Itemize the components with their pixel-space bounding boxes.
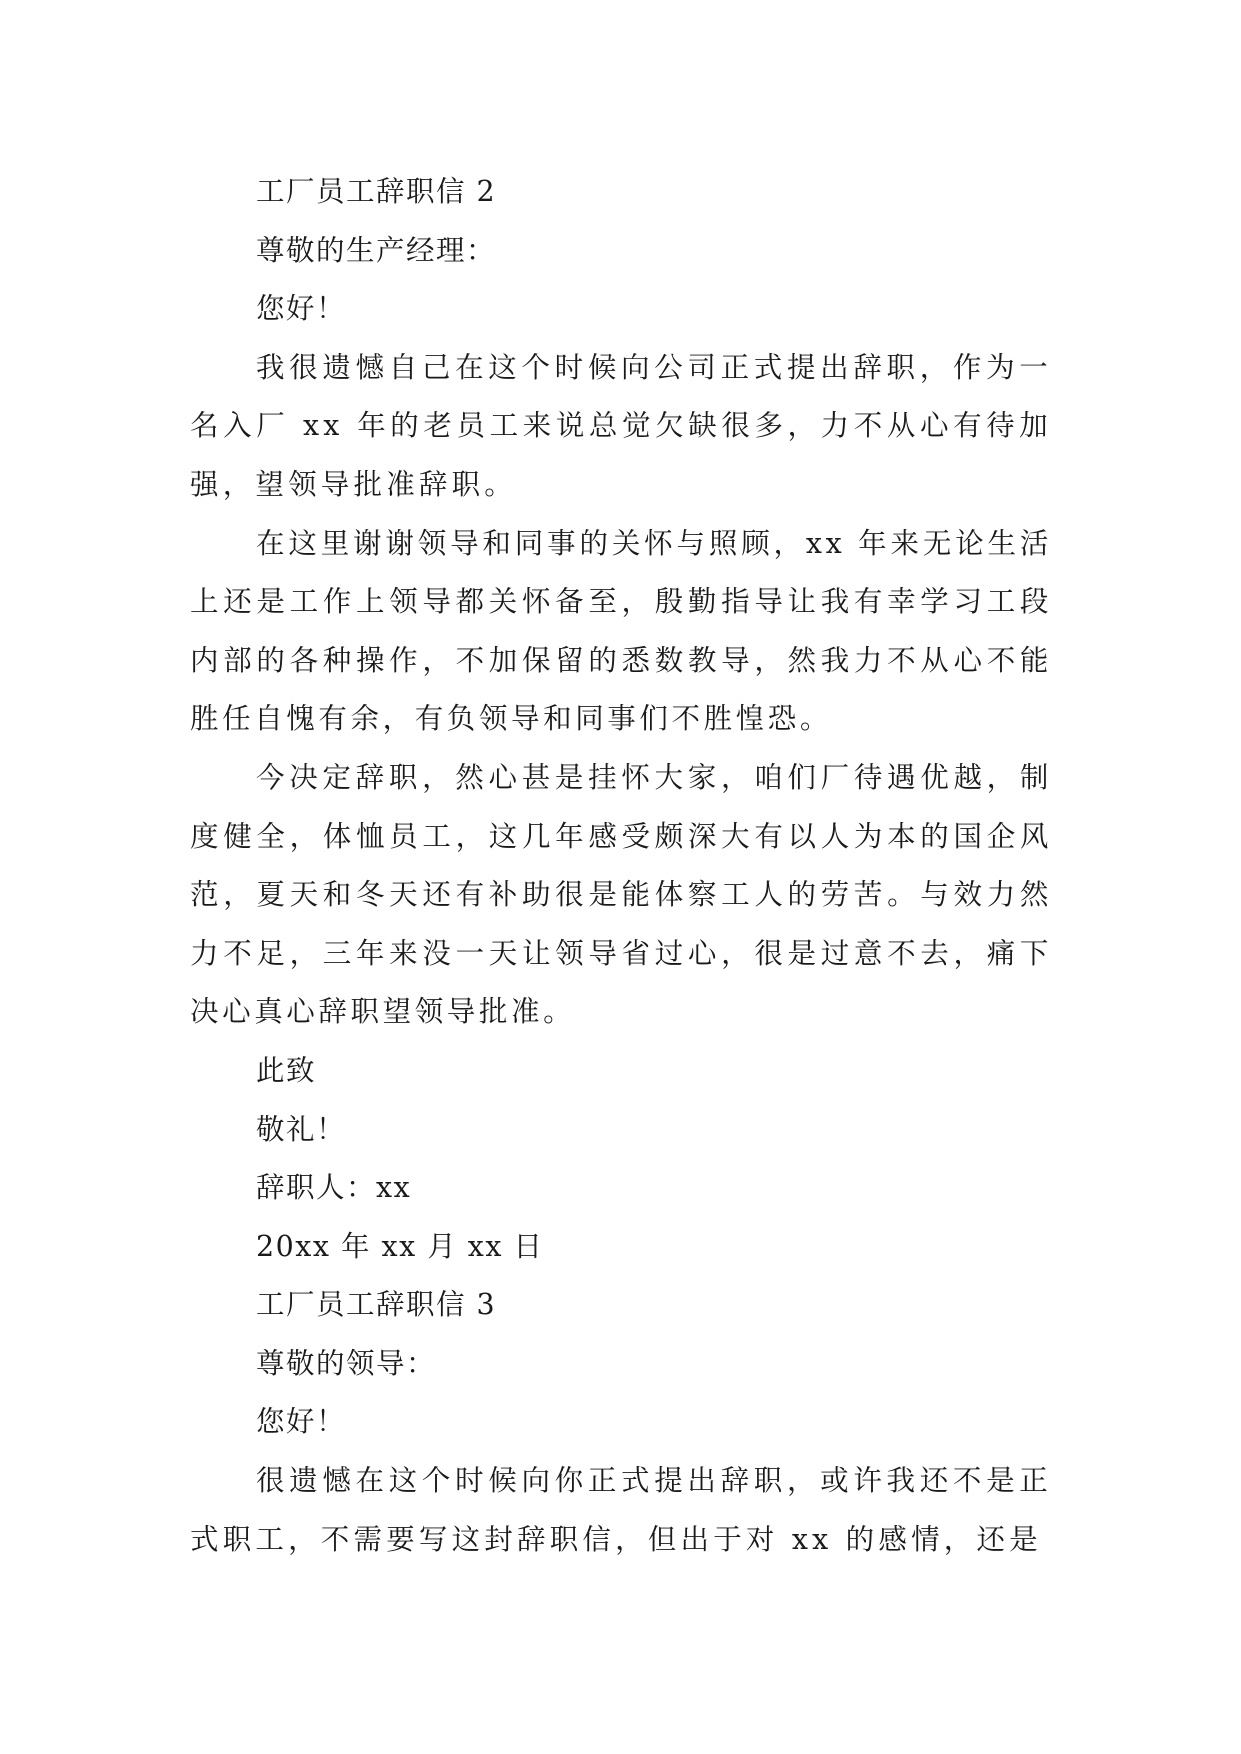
letter3-paragraph-1: 很遗憾在这个时候向你正式提出辞职，或许我还不是正式职工，不需要写这封辞职信，但出于对 xx 的感情，还是 [190,1464,1052,1556]
letter2-paragraph-3: 今决定辞职，然心甚是挂怀大家，咱们厂待遇优越，制度健全，体恤员工，这几年感受颇深大有以人为本的国企风范，夏天和冬天还有补助很是能体察工人的劳苦。与效力然力不足，三年来没一天让领导省过心，很是过意不去，痛下决心真心辞职望领导批准。 [190,760,1052,1029]
letter3-salutation: 尊敬的领导： [256,1346,437,1380]
letter2-paragraph-2: 在这里谢谢领导和同事的关怀与照顾，xx 年来无论生活上还是工作上领导都关怀备至，殷勤指导让我有幸学习工段内部的各种操作，不加保留的悉数教导，然我力不从心不能胜任自愧有余，有负领导和同事们不胜惶恐。 [190,526,1052,736]
letter3-greeting: 您好！ [256,1405,347,1439]
letter2-greeting: 您好！ [256,292,347,326]
letter2-salutation: 尊敬的生产经理： [256,233,497,267]
letter2-closing-2: 敬礼！ [256,1112,347,1146]
letter3-title: 工厂员工辞职信 3 [256,1288,497,1322]
document-page [190,163,1052,1569]
letter2-date: 20xx 年 xx 月 xx 日 [256,1229,544,1263]
letter2-paragraph-1: 我很遗憾自己在这个时候向公司正式提出辞职，作为一名入厂 xx 年的老员工来说总觉欠缺很多，力不从心有待加强，望领导批准辞职。 [190,350,1052,501]
letter2-closing-1: 此致 [256,1053,317,1087]
letter2-signer: 辞职人：xx [256,1171,412,1205]
letter2-title: 工厂员工辞职信 2 [256,175,497,208]
